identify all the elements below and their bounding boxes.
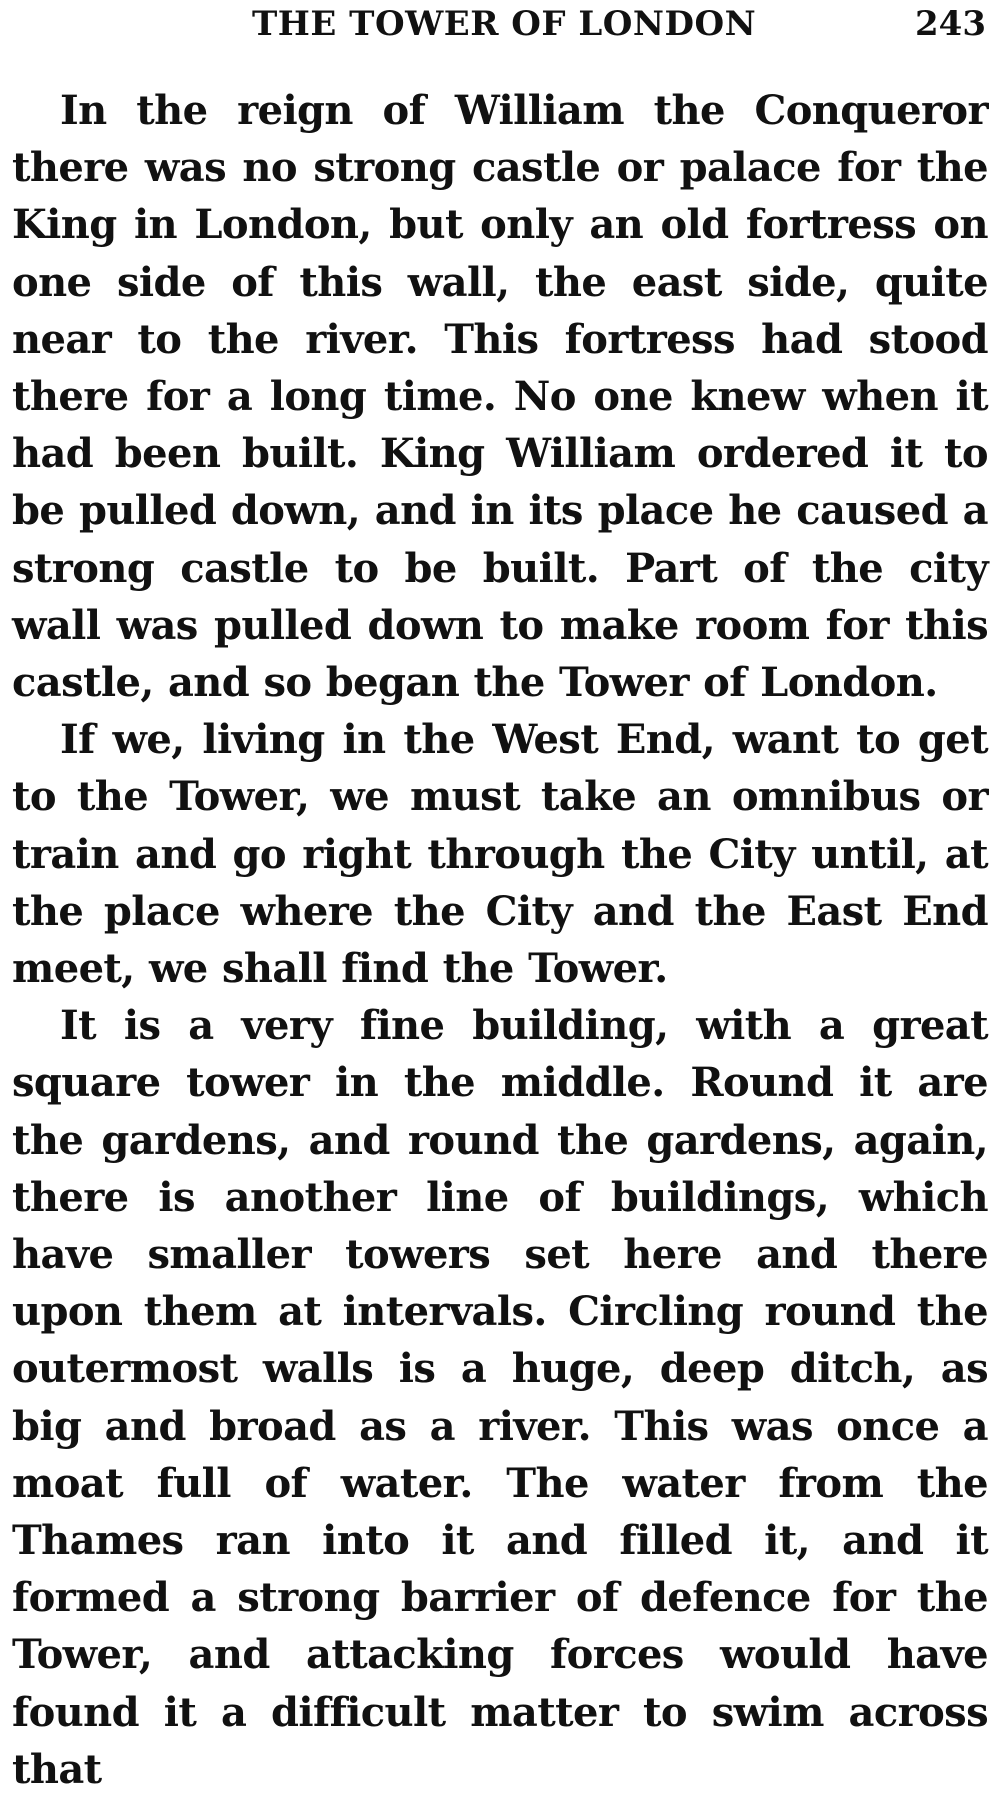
paragraph: If we, living in the West End, want to get to the Tower, we must take an omnibus or train and go right through the City until, at the place where the City and the East End meet, we shall find the Tower. (12, 716, 988, 993)
paragraph: In the reign of William the Conqueror there was no strong castle or palace for the King in London, but only an old fortress on one side of this wall, the east side, quite near to the river. This fortress had stood there for a long time. No one knew when it had been built. King William ordered it to be pulled down, and in its place he caused a strong castle to be built. Part of the city wall was pulled down to make room for this castle, and so began the Tower of London. (12, 87, 988, 707)
running-title: THE TOWER OF LONDON (252, 4, 757, 44)
body-text (12, 82, 988, 1798)
page-number: 243 (915, 4, 986, 44)
running-header (12, 0, 988, 48)
paragraph: It is a very fine building, with a great square tower in the middle. Round it are the gardens, and round the gardens, again, there is another line of buildings, which have smaller towers set here and there upon them at intervals. Circling round the outermost walls is a huge, deep ditch, as big and broad as a river. This was once a moat full of water. The water from the Thames ran into it and filled it, and it formed a strong barrier of defence for the Tower, and attacking forces would have found it a difficult matter to swim across that (12, 1002, 988, 1793)
